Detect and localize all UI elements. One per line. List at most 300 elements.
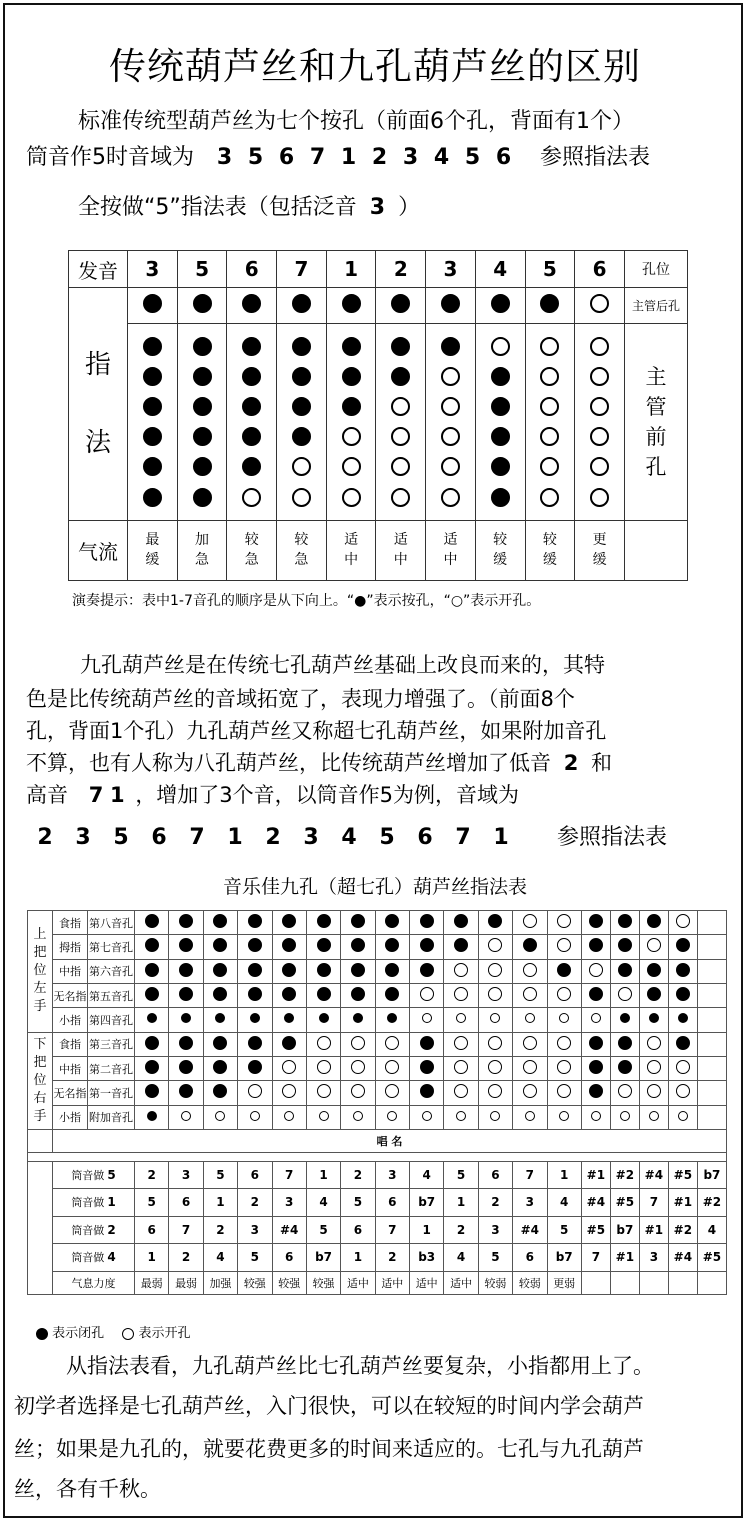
closed-hole-icon [618,963,632,977]
airforce-cell [610,1271,639,1294]
closed-hole-icon [179,1060,193,1074]
open-hole-icon [557,1084,571,1098]
hole-cell [238,1081,272,1105]
open-hole-icon [420,987,434,1001]
closed-hole-icon [647,914,661,928]
page-title: 传统葫芦丝和九孔葫芦丝的区别 [109,45,641,88]
closed-hole-icon [179,914,193,928]
hole-cell [547,1032,581,1056]
closed-hole-icon [454,938,468,952]
back-hole-cell [376,288,426,323]
nine-hole-fingering-table [27,910,727,1295]
solfege-cell: 2 [238,1189,272,1217]
range-note: 6 [278,145,295,170]
airforce-cell: 较弱 [478,1271,512,1294]
hole-cell [478,911,512,935]
airflow-label: 气流 [69,520,128,580]
closed-hole-icon [491,427,510,446]
airflow-char: 较 [493,532,508,549]
finger-label-1: 指 [84,350,111,381]
airforce-cell: 较强 [238,1271,272,1294]
closed-hole-icon [420,938,434,952]
closed-hole-icon [385,987,399,1001]
para3-line-2: 初学者选择是七孔葫芦丝，入门很快，可以在较短的时间内学会葫芦 [14,1394,644,1418]
key-note: 1 [107,1195,116,1210]
open-hole-icon [351,1060,365,1074]
closed-hole-icon [420,1060,434,1074]
hole-cell [639,1081,668,1105]
open-hole-icon [456,1111,466,1121]
hole-cell [513,983,547,1007]
para3-line-1: 从指法表看，九孔葫芦丝比七孔葫芦丝要复杂，小指都用上了。 [66,1354,654,1378]
hole-cell [581,911,610,935]
closed-hole-icon [351,987,365,1001]
hole-name: 第一音孔 [88,1081,135,1105]
para2-range-line [26,820,667,851]
open-hole-icon [454,987,468,1001]
note-header: 3 [426,251,476,288]
hole-name: 第四音孔 [88,1008,135,1032]
open-hole-icon [540,457,559,476]
closed-hole-icon [143,488,162,507]
finger-name: 食指 [53,911,88,935]
hole-cell [547,1008,581,1032]
open-hole-icon [422,1013,432,1023]
open-hole-icon [523,914,537,928]
range-note: 3 [216,145,233,170]
open-hole-icon [490,1013,500,1023]
hole-cell [547,1056,581,1080]
back-hole-label: 主管后孔 [625,288,688,323]
hole-cell-empty [697,1008,726,1032]
closed-hole-icon [179,1036,193,1050]
closed-hole-icon [193,367,212,386]
airflow-cell [376,520,426,580]
closed-hole-icon [391,337,410,356]
hole-cell [444,1032,478,1056]
hole-cell [203,1032,237,1056]
hole-cell [639,1008,668,1032]
range-note: 6 [151,825,167,850]
airflow-cell [177,520,227,580]
closed-hole-icon [248,938,262,952]
open-hole-icon [282,1084,296,1098]
hole-cell [668,1081,697,1105]
open-hole-icon [557,987,571,1001]
airflow-char: 较 [294,532,309,549]
airforce-cell [697,1271,726,1294]
airflow-char: 中 [344,552,359,569]
solfege-cell: 2 [135,1161,169,1189]
airflow-char: 适 [344,532,359,549]
hole-cell [581,959,610,983]
open-hole-icon [454,1036,468,1050]
closed-hole-icon [143,427,162,446]
hole-cell [341,1008,375,1032]
solfege-cell: #1 [581,1161,610,1189]
solfege-cell: 7 [272,1161,306,1189]
airforce-cell: 最弱 [135,1271,169,1294]
hole-cell [410,1008,444,1032]
key-label-text: 筒音做 [71,1251,105,1265]
front-holes-column [277,323,327,520]
hole-cell [375,959,409,983]
open-hole-icon [557,938,571,952]
solfege-cell: 2 [444,1216,478,1244]
hole-cell [272,1105,306,1129]
hole-cell [610,959,639,983]
closed-hole-icon [676,938,690,952]
airforce-cell: 较弱 [513,1271,547,1294]
closed-hole-icon [145,938,159,952]
closed-hole-icon [540,294,559,313]
open-hole-icon [540,397,559,416]
hole-cell [341,1056,375,1080]
airforce-cell [639,1271,668,1294]
closed-hole-icon [143,337,162,356]
para3-line-3: 丝；如果是九孔的，就要花费更多的时间来适应的。七孔与九孔葫芦 [14,1437,644,1461]
hole-cell [341,1032,375,1056]
closed-hole-icon [193,457,212,476]
hole-cell [238,1105,272,1129]
range-note: 3 [303,825,319,850]
front-holes-column [575,323,625,520]
closed-hole-icon [589,1084,603,1098]
solfege-cell: b3 [410,1244,444,1272]
open-hole-icon [454,963,468,977]
hole-cell [668,911,697,935]
solfege-cell: 5 [135,1189,169,1217]
airforce-cell: 适中 [410,1271,444,1294]
closed-hole-icon [248,914,262,928]
closed-hole-icon [618,1036,632,1050]
hole-cell [135,1032,169,1056]
open-hole-icon [351,1036,365,1050]
range-note: 5 [379,825,395,850]
open-hole-icon [557,1036,571,1050]
hole-cell [444,1056,478,1080]
airflow-cell [525,520,575,580]
airforce-cell: 适中 [444,1271,478,1294]
hole-cell-empty [697,935,726,959]
hole-cell [444,983,478,1007]
closed-hole-icon [441,337,460,356]
airforce-cell: 适中 [341,1271,375,1294]
closed-hole-icon [292,427,311,446]
open-hole-icon [676,914,690,928]
hole-cell [238,959,272,983]
closed-hole-icon [317,914,331,928]
hole-cell [203,1081,237,1105]
hole-cell [272,983,306,1007]
hole-cell [639,911,668,935]
open-hole-icon [523,963,537,977]
hole-cell [169,1056,203,1080]
hole-cell [444,911,478,935]
closed-hole-icon [342,294,361,313]
closed-hole-icon [589,914,603,928]
solfege-cell: b7 [410,1189,444,1217]
para2-line-3: 孔，背面1个孔）九孔葫芦丝又称超七孔葫芦丝，如果附加音孔 [26,719,607,743]
closed-hole-icon [147,1013,157,1023]
solfege-cell: 5 [306,1216,340,1244]
open-hole-icon [620,1111,630,1121]
closed-hole-icon [282,1036,296,1050]
hole-cell [341,959,375,983]
hole-cell [306,1032,340,1056]
open-hole-icon [391,488,410,507]
solfege-cell: 5 [341,1189,375,1217]
range-note: 1 [340,145,357,170]
hole-cell [668,1032,697,1056]
closed-hole-icon [147,1111,157,1121]
closed-hole-icon [618,914,632,928]
solfege-cell: #4 [639,1161,668,1189]
closed-hole-icon [193,294,212,313]
range-note: 3 [402,145,419,170]
solfege-cell: 6 [169,1189,203,1217]
table2-title: 音乐佳九孔（超七孔）葫芦丝指法表 [222,876,527,898]
front-label-char: 管 [645,394,667,419]
hole-cell [375,1008,409,1032]
legend-open-text: 表示开孔 [138,1326,191,1341]
hole-cell [513,935,547,959]
finger-label-cell [69,288,128,520]
closed-hole-icon [213,1036,227,1050]
open-hole-icon [559,1013,569,1023]
hole-cell [135,1081,169,1105]
range-note: 6 [495,145,512,170]
hole-cell [410,983,444,1007]
performance-hint: 演奏提示：表中1-7音孔的顺序是从下向上。“●”表示按孔，“○”表示开孔。 [72,593,541,609]
closed-hole-icon [589,1060,603,1074]
hole-cell [375,1105,409,1129]
hole-cell [410,1056,444,1080]
open-hole-icon [523,1060,537,1074]
hole-cell-empty [697,1105,726,1129]
closed-hole-icon [292,397,311,416]
hole-cell [668,959,697,983]
solfege-cell: 3 [272,1189,306,1217]
hole-cell [668,1008,697,1032]
solfege-cell: #4 [513,1216,547,1244]
open-hole-icon [488,938,502,952]
hole-cell [513,1032,547,1056]
open-hole-icon [540,367,559,386]
solfege-cell: #2 [668,1216,697,1244]
closed-hole-icon [213,987,227,1001]
range-note: 7 [189,825,205,850]
hole-cell [581,1008,610,1032]
hole-cell-empty [697,1081,726,1105]
traditional-fingering-table [68,250,688,581]
airforce-cell: 较强 [306,1271,340,1294]
closed-hole-icon [242,367,261,386]
closed-hole-icon [193,488,212,507]
key-note: 2 [107,1222,116,1237]
solfege-cell: b7 [610,1216,639,1244]
closed-hole-icon [179,1084,193,1098]
hole-cell [444,1105,478,1129]
open-hole-icon [678,1111,688,1121]
hole-cell [410,1032,444,1056]
legend [36,1322,190,1341]
closed-hole-icon [491,367,510,386]
hole-cell [547,935,581,959]
hole-cell [306,911,340,935]
closed-hole-icon [145,987,159,1001]
airflow-char: 最 [145,532,160,549]
hole-cell [203,935,237,959]
closed-hole-icon [143,367,162,386]
hand-label-char: 位 [33,1072,47,1088]
closed-hole-icon [678,1013,688,1023]
solfege-cell: 1 [410,1216,444,1244]
solfege-cell: 1 [203,1189,237,1217]
closed-hole-icon [391,367,410,386]
solfege-cell: 6 [238,1161,272,1189]
solfege-cell: #2 [610,1161,639,1189]
closed-hole-icon [618,1060,632,1074]
front-holes-column [326,323,376,520]
open-hole-icon [557,1060,571,1074]
closed-hole-icon [213,1084,227,1098]
hole-cell [444,959,478,983]
closed-hole-icon [317,987,331,1001]
note-header: 4 [475,251,525,288]
closed-hole-icon [179,963,193,977]
closed-hole-icon [145,1060,159,1074]
back-hole-cell [227,288,277,323]
intro-range-suffix: 参照指法表 [540,145,651,170]
solfege-cell: 1 [135,1244,169,1272]
intro-line3-note: 3 [369,195,386,220]
airflow-cell [326,520,376,580]
closed-hole-icon [488,914,502,928]
open-hole-icon [647,1060,661,1074]
solfege-cell: 3 [375,1161,409,1189]
solfege-cell: 1 [306,1161,340,1189]
hole-cell [135,1105,169,1129]
hole-cell [238,911,272,935]
solfege-cell: b7 [697,1161,726,1189]
hole-cell [203,959,237,983]
hand-label-char: 上 [33,927,47,943]
key-label [53,1244,135,1272]
key-label-text: 筒音做 [71,1168,105,1182]
solfege-cell: #4 [668,1244,697,1272]
closed-hole-icon [181,1013,191,1023]
closed-hole-icon [317,938,331,952]
range-note: 2 [371,145,388,170]
hole-cell [169,1008,203,1032]
solfege-cell: 7 [375,1216,409,1244]
open-hole-icon [441,427,460,446]
solfege-cell: 2 [203,1216,237,1244]
hole-name: 第七音孔 [88,935,135,959]
solfege-cell: 2 [341,1161,375,1189]
hole-cell [341,983,375,1007]
closed-hole-icon [282,914,296,928]
closed-hole-icon [248,1036,262,1050]
hole-cell [169,1105,203,1129]
para2-l4a: 不算，也有人称为八孔葫芦丝，比传统葫芦丝增加了低音 [26,751,551,775]
solfege-cell: 5 [238,1244,272,1272]
open-hole-icon [590,427,609,446]
hole-cell-empty [697,911,726,935]
hole-cell [668,1105,697,1129]
hole-cell [169,911,203,935]
front-label-char: 主 [645,364,667,389]
closed-hole-icon [385,938,399,952]
hole-cell [513,911,547,935]
hole-cell [341,1081,375,1105]
closed-hole-icon [676,987,690,1001]
para2-l5a: 高音 [26,783,68,807]
solfege-cell: #4 [581,1189,610,1217]
closed-hole-icon [420,1036,434,1050]
range-note: 7 [455,825,471,850]
airforce-cell: 最弱 [169,1271,203,1294]
solfege-cell: 5 [478,1244,512,1272]
hole-cell [135,935,169,959]
open-hole-icon [540,337,559,356]
back-hole-cell [128,288,178,323]
hole-name: 附加音孔 [88,1105,135,1129]
open-hole-icon [618,987,632,1001]
hole-cell [581,1105,610,1129]
closed-hole-icon [145,914,159,928]
closed-hole-icon [242,457,261,476]
col-label-cell: 孔位 [625,251,688,288]
hole-cell [306,959,340,983]
open-hole-icon [248,1084,262,1098]
closed-hole-icon [649,1013,659,1023]
hole-cell [478,1105,512,1129]
solfege-cell: 7 [581,1244,610,1272]
open-hole-icon [456,1013,466,1023]
closed-hole-icon [213,1060,227,1074]
open-hole-icon [387,1111,397,1121]
solfege-cell: 2 [478,1189,512,1217]
closed-hole-icon [242,337,261,356]
hole-cell [610,1008,639,1032]
hole-cell [272,1008,306,1032]
airflow-char: 较 [244,532,259,549]
hole-cell [272,1081,306,1105]
hole-cell [639,959,668,983]
hole-cell [610,911,639,935]
open-hole-icon [559,1111,569,1121]
hole-cell [581,983,610,1007]
para2-line-5 [26,778,519,812]
solfege-cell: 2 [375,1244,409,1272]
legend-closed-text: 表示闭孔 [52,1326,105,1341]
solfege-cell: 1 [444,1189,478,1217]
open-hole-icon [590,294,609,313]
hole-cell-empty [697,983,726,1007]
hole-cell [581,1081,610,1105]
solfege-cell: #5 [697,1244,726,1272]
names-gap [28,1153,727,1161]
para2-l4b: 和 [591,751,612,775]
solfege-cell: 3 [513,1189,547,1217]
solfege-cell: 5 [203,1161,237,1189]
hole-cell [444,1081,478,1105]
hole-cell [306,1081,340,1105]
solfege-cell: #2 [697,1189,726,1217]
note-header: 6 [575,251,625,288]
